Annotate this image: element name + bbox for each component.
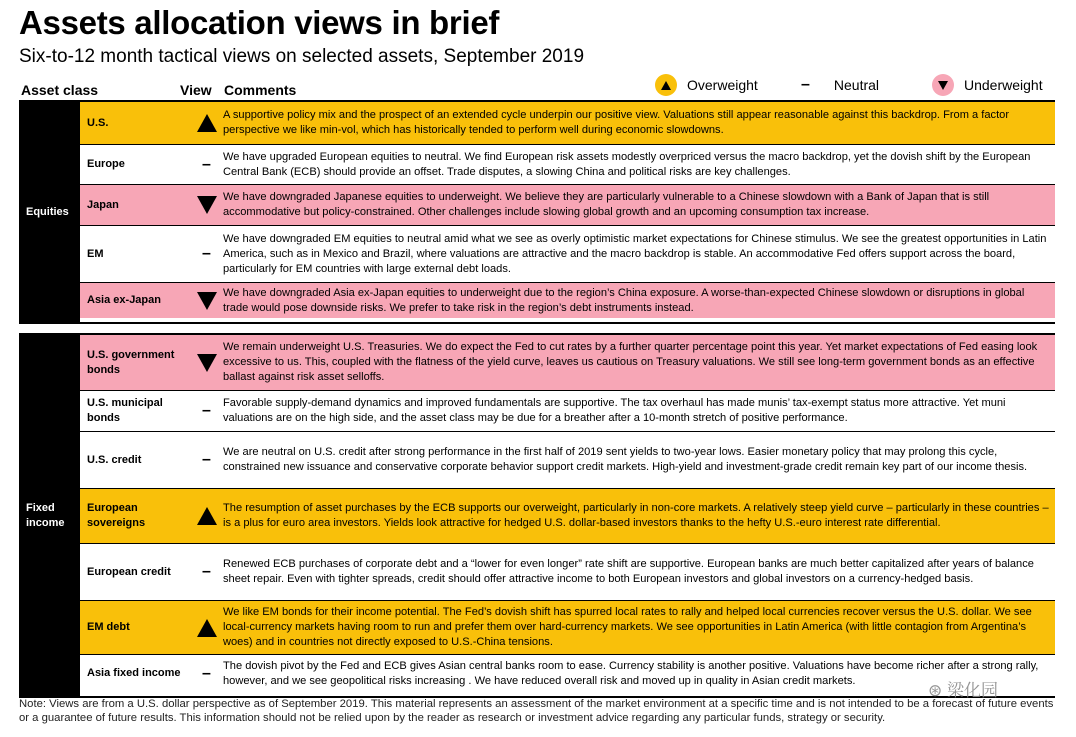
asset-class-label: Japan [87,198,119,211]
column-header-comments: Comments [224,82,297,98]
overweight-up-arrow-icon [655,74,677,96]
neutral-dash-icon: – [801,76,810,93]
underweight-down-arrow-icon [932,74,954,96]
asset-class-label: Asia ex-Japan [87,294,161,306]
footnote: Note: Views are from a U.S. dollar perspective as of September 2019. This material represents an assessment of the market environment at a specific time and is not intended to be a forecast of future events or a guarantee of future results. This information should not be relied upon by the reader as research or investment advice regarding any particular funds, strategy or security. [19,698,1054,724]
neutral-dash-icon: – [202,451,211,468]
page-title: Assets allocation views in brief [19,4,500,41]
view-comment: We have downgraded EM equities to neutral amid what we see as overly optimistic market expectations for Chinese stimulus. We see the greatest opportunities in Latin America, such as in Mexico and Brazil, where valuations are attractive and the macro backdrop is stable. An accommodative Fed offers support across the board, particularly for EM countries with large external debt loads. [223,232,1047,275]
asset-class-label: European sovereigns [87,502,146,529]
table-row [80,185,1055,226]
view-comment: We are neutral on U.S. credit after strong performance in the first half of 2019 sent yields to two-year lows. Easier monetary policy that may prolong this cycle, constrained new issuance and conservative corporate behavior support credit markets. High-yield and investment-grade credit remain key part of our income thesis. [223,446,1028,473]
up-arrow-icon [190,601,223,654]
view-comment: A supportive policy mix and the prospect of an extended cycle underpin our positive view. Valuations still appear reasonable against this backdrop. From a factor perspective we like min-vol, which has historically tended to perform well during economic slowdowns. [223,109,1010,136]
view-comment: Renewed ECB purchases of corporate debt and a “lower for even longer” rate shift are supportive. European banks are much better capitalized after years of balance sheet repair. Even with tighter spreads, credit should offer attractive income to both European investors and global investors on a currency-hedged basis. [223,558,1034,585]
down-arrow-icon [190,283,223,318]
view-comment: The resumption of asset purchases by the ECB supports our overweight, particularly in non-core markets. A relatively steep yield curve – particularly in these countries – is a plus for euro area investors. Yields look attractive for hedged U.S. dollar-based investors thanks to the hefty U.S.-euro interest rate differential. [223,502,1049,529]
table-row [80,283,1055,318]
view-comment: We remain underweight U.S. Treasuries. We do expect the Fed to cut rates by a further quarter percentage point this year. Yet market expectations of Fed easing look excessive to us. This, coupled with the flatness of the yield curve, leaves us cautious on Treasury valuations. We still see long-term government bonds as an effective ballast against risk asset selloffs. [223,341,1038,383]
view-comment: We have downgraded Asia ex-Japan equities to underweight due to the region’s China exposure. A worse-than-expected Chinese slowdown or disruptions in global trade would pose downside risks. We prefer to take risk in the region’s debt instruments instead. [223,286,1025,314]
up-arrow-icon [190,102,223,144]
neutral-dash-icon: – [202,155,211,173]
neutral-dash-icon: – [202,563,211,580]
asset-class-label: U.S. credit [87,453,142,466]
view-comment: The dovish pivot by the Fed and ECB gives Asian central banks room to ease. Currency stability is another positive. Valuations have become richer after a strong rally, however, and we see geopolitical risks increasing . We have reduced overall risk and moved up in quality in Asian credit markets. [223,659,1039,687]
fixed-income-section [19,333,1055,698]
neutral-dash-icon: – [202,402,211,419]
legend [655,73,1055,97]
asset-class-label: U.S. [87,116,109,129]
section-label-equities: Equities [19,102,80,322]
table-row [80,601,1055,655]
asset-class-label: U.S. municipal bonds [87,397,163,424]
table-row [80,102,1055,145]
legend-neutral-label: Neutral [833,77,880,93]
table-row [80,145,1055,185]
neutral-dash-icon: – [202,245,211,262]
page-subtitle: Six-to-12 month tactical views on selected assets, September 2019 [19,46,585,67]
equities-section [19,100,1055,324]
legend-underweight [932,73,1043,97]
asset-class-label: Asia fixed income [87,667,181,679]
column-header-view: View [180,82,212,98]
legend-neutral [801,73,879,97]
down-arrow-icon [190,185,223,225]
table-row [80,544,1055,601]
up-arrow-icon [190,489,223,543]
down-arrow-icon [190,335,223,390]
watermark: ⊛ 梁化园 [928,681,998,700]
neutral-dash-icon: – [202,664,211,682]
legend-underweight-label: Underweight [964,77,1043,93]
view-comment: We like EM bonds for their income potential. The Fed’s dovish shift has spurred local rates to rally and helped local currencies recover versus the U.S. dollar. We see local-currency markets having room to run and prefer them over hard-currency markets. We see opportunities in Latin America (with little contagion from Argentina’s woes) and in countries not directly exposed to U.S.-China tensions. [223,606,1032,648]
view-comment: Favorable supply-demand dynamics and improved fundamentals are supportive. The tax overhaul has made munis’ tax-exempt status more attractive. Yet muni valuations are on the high side, and the asset class may be due for a breather after a 10-month stretch of positive performance. [223,397,1006,424]
view-comment: We have downgraded Japanese equities to underweight. We believe they are particularly vulnerable to a Chinese slowdown with a Bank of Japan that is still accommodative but policy-constrained. Other challenges include slowing global growth and an upcoming consumption tax increase. [223,191,990,218]
legend-overweight-label: Overweight [687,77,758,93]
view-comment: We have upgraded European equities to neutral. We find European risk assets modestly overpriced versus the macro backdrop, yet the dovish shift by the European Central Bank (ECB) should provide an offset. Trade disputes, a slowing China and political risks are key challenges. [223,150,1031,178]
table-row [80,655,1055,692]
table-row [80,432,1055,489]
asset-class-label: European credit [87,565,171,578]
asset-class-label: Europe [87,158,125,170]
table-row [80,391,1055,432]
column-header-asset-class: Asset class [21,82,99,98]
section-label-fixed-income: Fixed income [19,335,80,696]
asset-class-label: EM debt [87,621,130,633]
table-row [80,226,1055,283]
table-row [80,335,1055,391]
asset-class-label: U.S. government bonds [87,348,175,376]
asset-class-label: EM [87,247,104,260]
legend-overweight [655,73,758,97]
table-row [80,489,1055,544]
